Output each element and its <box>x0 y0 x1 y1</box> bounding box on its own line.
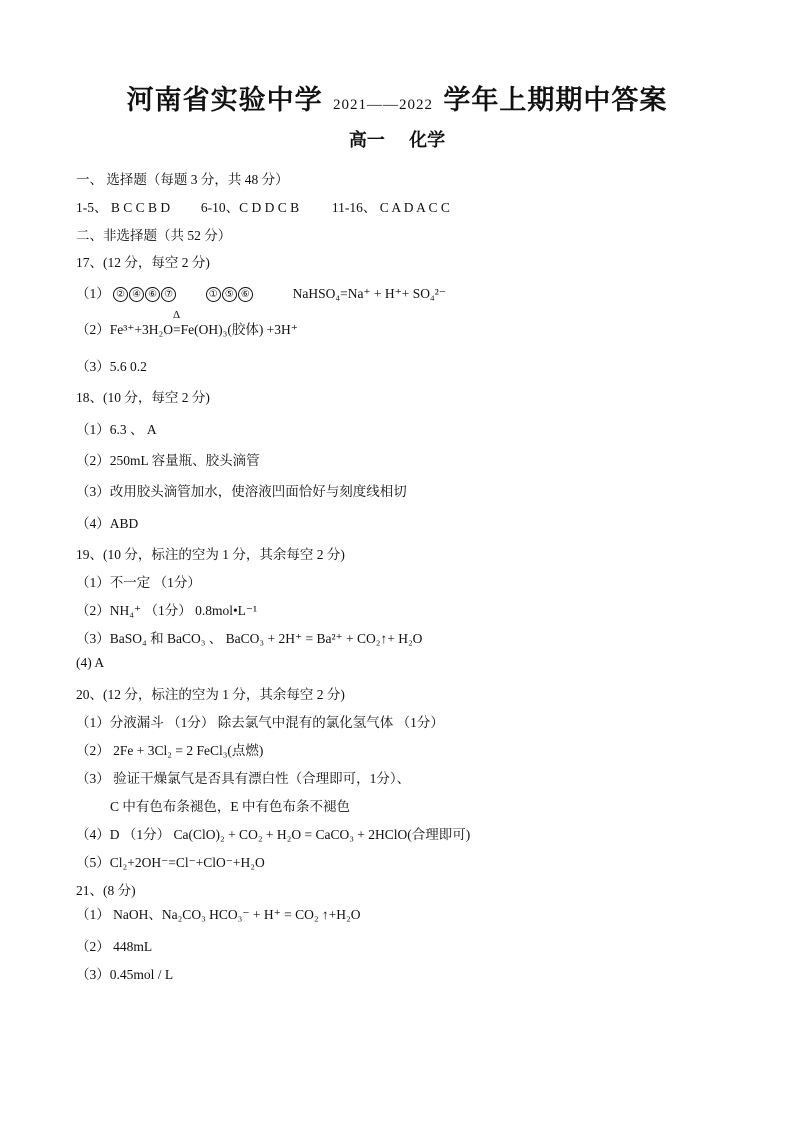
q18-heading: 18、(10 分，每空 2 分) <box>76 390 210 405</box>
q21-heading: 21、(8 分) <box>76 883 136 898</box>
circled-number: ④ <box>129 287 144 302</box>
delta-symbol: Δ <box>173 309 181 321</box>
title-years: 2021——2022 <box>333 97 433 113</box>
mcq-11-16: 11-16、 C A D A C C <box>331 200 450 215</box>
q17-part1-label: （1） <box>76 286 110 301</box>
circled-number: ⑤ <box>222 287 237 302</box>
q19-part2: （2）NH₄⁺ （1分） 0.8mol•L⁻¹ <box>76 603 258 618</box>
circled-number: ② <box>113 287 128 302</box>
q20-part4: （4）D （1分） Ca(ClO)₂ + CO₂ + H₂O = CaCO₃ + 2HClO(合理即可) <box>76 827 471 842</box>
section-1-heading: 一、 选择题（每题 3 分，共 48 分） <box>76 172 289 187</box>
q17-heading: 17、(12 分，每空 2 分) <box>76 255 210 270</box>
q18-part1: （1）6.3 、 A <box>76 422 157 437</box>
q21-part1: （1） NaOH、Na₂CO₃ HCO₃⁻ + H⁺ = CO₂ ↑+H₂O <box>76 907 361 922</box>
q18-part2: （2）250mL 容量瓶、胶头滴管 <box>76 453 260 468</box>
circled-number: ⑦ <box>161 287 176 302</box>
q17-equation-1: NaHSO₄=Na⁺ + H⁺+ SO₄²⁻ <box>292 286 446 301</box>
mcq-1-5: 1-5、 B C C B D <box>76 200 171 215</box>
q21-part2: （2） 448mL <box>76 939 153 954</box>
q20-part5: （5）Cl₂+2OH⁻=Cl⁻+ClO⁻+H₂O <box>76 855 265 870</box>
q19-part3: （3）BaSO₄ 和 BaCO₃ 、 BaCO₃ + 2H⁺ = Ba²⁺ + CO₂↑+ H₂O <box>76 631 423 646</box>
title-rest: 学年上期期中答案 <box>443 85 668 116</box>
q20-part3a: （3） 验证干燥氯气是否具有漂白性（合理即可，1分）、 <box>76 771 411 786</box>
q17-circled-group-2 <box>206 286 257 301</box>
q17-circled-group-1 <box>113 286 180 301</box>
page-title <box>0 78 794 117</box>
title-school: 河南省实验中学 <box>126 85 323 116</box>
q19-heading: 19、(10 分，标注的空为 1 分，其余每空 2 分) <box>76 547 345 562</box>
q17-part2-reactants: （2）Fe³⁺+3H₂O <box>76 322 173 337</box>
mcq-6-10: 6-10、C D D C B <box>200 200 300 215</box>
q19-part1: （1）不一定 （1分） <box>76 575 201 590</box>
q17-part1 <box>76 282 446 302</box>
q18-part4: （4）ABD <box>76 516 139 531</box>
q20-part3b: C 中有色布条褪色，E 中有色布条不褪色 <box>110 799 351 814</box>
circled-number: ① <box>206 287 221 302</box>
circled-number: ⑥ <box>145 287 160 302</box>
q19-part4: (4) A <box>76 655 105 670</box>
circled-number: ⑥ <box>238 287 253 302</box>
page-subtitle: 高一 化学 <box>348 130 446 151</box>
q20-part2: （2） 2Fe + 3Cl₂ = 2 FeCl₃(点燃) <box>76 743 264 758</box>
mcq-answers-row <box>76 196 450 216</box>
q17-part2 <box>76 309 298 338</box>
section-2-heading: 二、非选择题（共 52 分） <box>76 228 232 243</box>
q20-part1: （1）分液漏斗 （1分） 除去氯气中混有的氯化氢气体 （1分） <box>76 715 444 730</box>
heat-equals-sign: Δ = <box>173 309 181 337</box>
q17-part2-products: Fe(OH)₃(胶体) +3H⁺ <box>180 322 298 337</box>
q20-heading: 20、(12 分，标注的空为 1 分，其余每空 2 分) <box>76 687 345 702</box>
q18-part3: （3）改用胶头滴管加水，使溶液凹面恰好与刻度线相切 <box>76 484 407 499</box>
q21-part3: （3）0.45mol / L <box>76 967 174 982</box>
q17-part3: （3）5.6 0.2 <box>76 359 147 374</box>
